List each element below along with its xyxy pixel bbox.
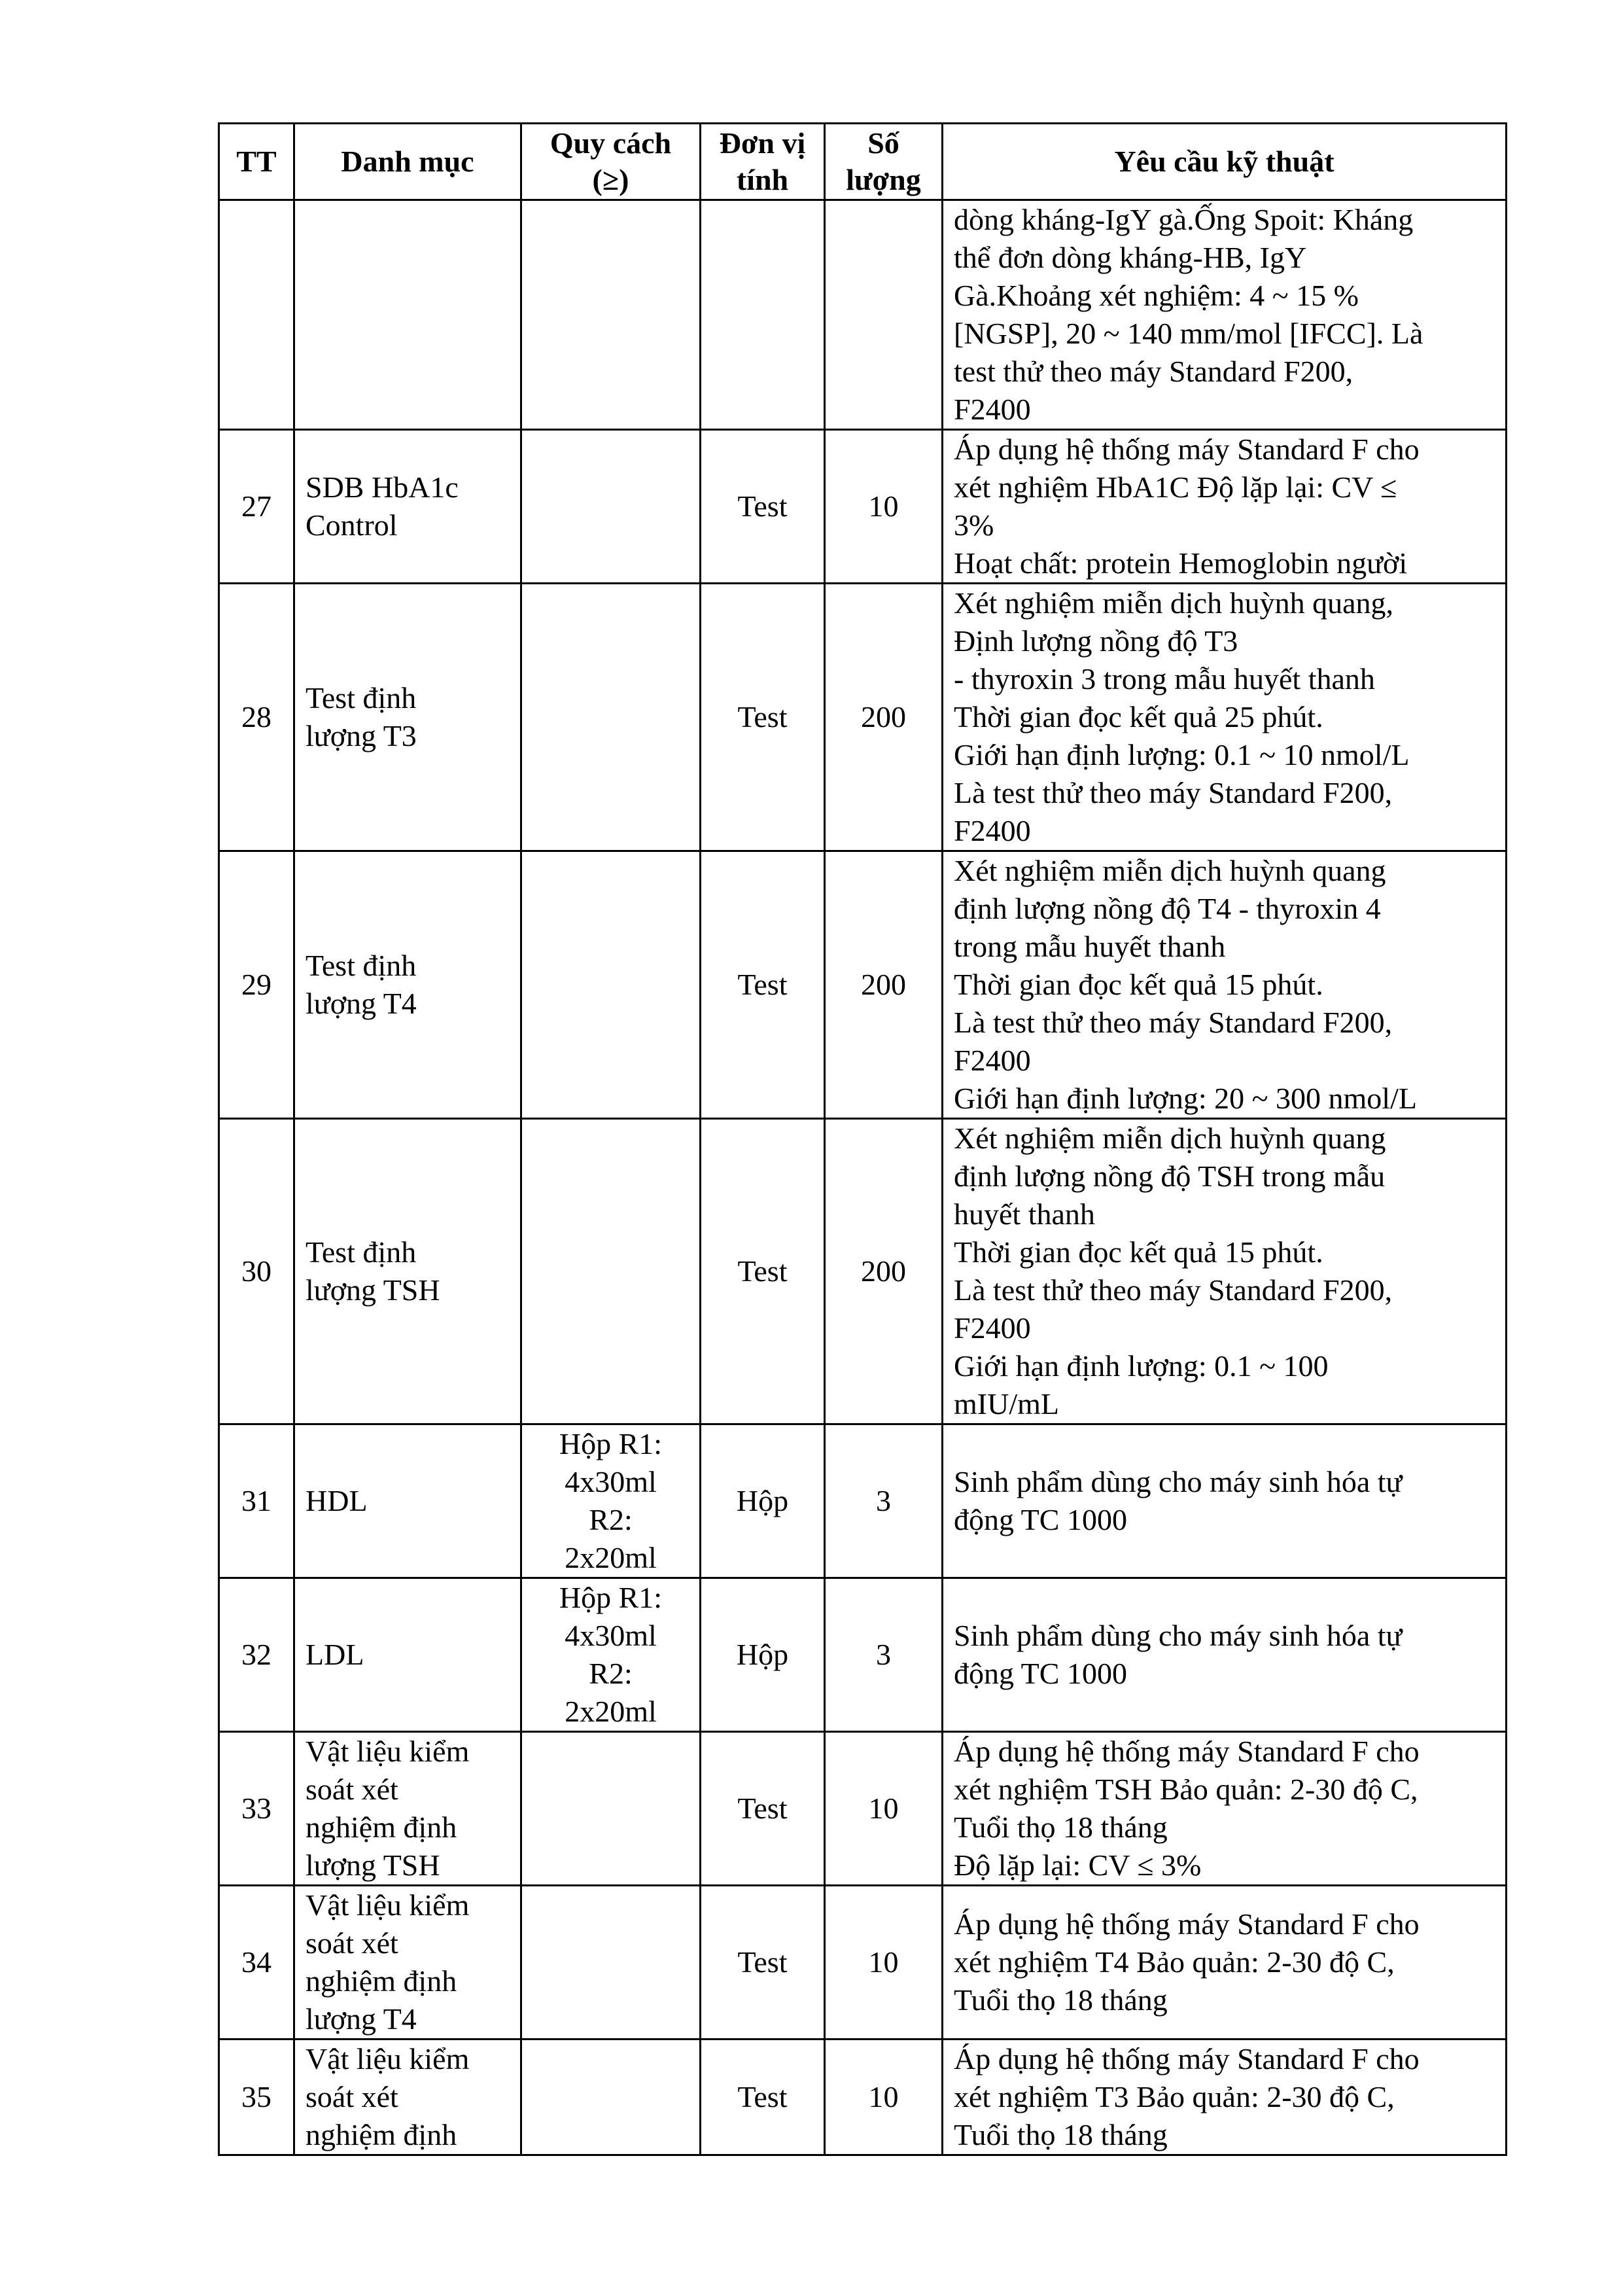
cell-spec: Hộp R1: 4x30ml R2: 2x20ml (521, 1424, 701, 1578)
cell-spec (521, 1119, 701, 1424)
cell-name: Test định lượng T3 (294, 584, 521, 851)
cell-unit: Hộp (701, 1424, 825, 1578)
table-row (219, 1886, 1507, 2040)
cell-name (294, 200, 521, 430)
cell-tt: 34 (219, 1886, 294, 2040)
cell-unit: Test (701, 1886, 825, 2040)
cell-requirements: Áp dụng hệ thống máy Standard F cho xét nghiệm T3 Bảo quản: 2-30 độ C, Tuổi thọ 18 tháng (943, 2040, 1507, 2155)
cell-qty: 10 (825, 430, 943, 584)
cell-spec (521, 430, 701, 584)
cell-unit: Test (701, 1119, 825, 1424)
header-requirements: Yêu cầu kỹ thuật (943, 124, 1507, 200)
table-row (219, 1732, 1507, 1886)
cell-name: Vật liệu kiểm soát xét nghiệm định lượng T4 (294, 1886, 521, 2040)
cell-requirements: Áp dụng hệ thống máy Standard F cho xét nghiệm T4 Bảo quản: 2-30 độ C, Tuổi thọ 18 tháng (943, 1886, 1507, 2040)
header-tt: TT (219, 124, 294, 200)
table-row (219, 851, 1507, 1119)
table-row (219, 584, 1507, 851)
cell-qty: 10 (825, 2040, 943, 2155)
cell-qty: 200 (825, 584, 943, 851)
table-row (219, 1119, 1507, 1424)
cell-spec (521, 1732, 701, 1886)
cell-requirements: Xét nghiệm miễn dịch huỳnh quang, Định lượng nồng độ T3 - thyroxin 3 trong mẫu huyết thanh Thời gian đọc kết quả 25 phút. Giới hạn định lượng: 0.1 ~ 10 nmol/L Là test thử theo máy Standard F200, F2400 (943, 584, 1507, 851)
cell-unit: Test (701, 584, 825, 851)
table-row (219, 1424, 1507, 1578)
cell-name: Vật liệu kiểm soát xét nghiệm định (294, 2040, 521, 2155)
technical-requirements-table (218, 122, 1507, 2156)
cell-unit: Hộp (701, 1578, 825, 1732)
cell-qty: 200 (825, 1119, 943, 1424)
cell-name: HDL (294, 1424, 521, 1578)
table-header-row (219, 124, 1507, 200)
cell-name: LDL (294, 1578, 521, 1732)
cell-requirements: Áp dụng hệ thống máy Standard F cho xét nghiệm TSH Bảo quản: 2-30 độ C, Tuổi thọ 18 tháng Độ lặp lại: CV ≤ 3% (943, 1732, 1507, 1886)
table-row (219, 430, 1507, 584)
cell-unit (701, 200, 825, 430)
cell-tt: 31 (219, 1424, 294, 1578)
cell-spec (521, 1886, 701, 2040)
cell-qty: 10 (825, 1886, 943, 2040)
header-name: Danh mục (294, 124, 521, 200)
header-unit: Đơn vị tính (701, 124, 825, 200)
cell-name: Vật liệu kiểm soát xét nghiệm định lượng TSH (294, 1732, 521, 1886)
cell-name: Test định lượng TSH (294, 1119, 521, 1424)
table-row (219, 200, 1507, 430)
cell-unit: Test (701, 851, 825, 1119)
cell-qty: 10 (825, 1732, 943, 1886)
table-row (219, 2040, 1507, 2155)
cell-spec: Hộp R1: 4x30ml R2: 2x20ml (521, 1578, 701, 1732)
cell-spec (521, 851, 701, 1119)
header-spec: Quy cách (≥) (521, 124, 701, 200)
cell-qty: 3 (825, 1578, 943, 1732)
cell-name: SDB HbA1c Control (294, 430, 521, 584)
cell-qty: 200 (825, 851, 943, 1119)
cell-requirements: Sinh phẩm dùng cho máy sinh hóa tự động TC 1000 (943, 1424, 1507, 1578)
cell-tt: 27 (219, 430, 294, 584)
cell-tt: 35 (219, 2040, 294, 2155)
cell-spec (521, 584, 701, 851)
cell-tt: 32 (219, 1578, 294, 1732)
cell-requirements: dòng kháng-IgY gà.Ống Spoit: Kháng thể đơn dòng kháng-HB, IgY Gà.Khoảng xét nghiệm: 4 ~ 15 % [NGSP], 20 ~ 140 mm/mol [IFCC]. Là test thử theo máy Standard F200, F2400 (943, 200, 1507, 430)
cell-unit: Test (701, 2040, 825, 2155)
cell-tt: 28 (219, 584, 294, 851)
table-row (219, 1578, 1507, 1732)
cell-tt (219, 200, 294, 430)
cell-qty (825, 200, 943, 430)
cell-spec (521, 200, 701, 430)
cell-unit: Test (701, 430, 825, 584)
cell-tt: 30 (219, 1119, 294, 1424)
cell-unit: Test (701, 1732, 825, 1886)
header-qty: Số lượng (825, 124, 943, 200)
cell-requirements: Sinh phẩm dùng cho máy sinh hóa tự động TC 1000 (943, 1578, 1507, 1732)
cell-requirements: Áp dụng hệ thống máy Standard F cho xét nghiệm HbA1C Độ lặp lại: CV ≤ 3% Hoạt chất: protein Hemoglobin người (943, 430, 1507, 584)
cell-tt: 33 (219, 1732, 294, 1886)
cell-requirements: Xét nghiệm miễn dịch huỳnh quang định lượng nồng độ TSH trong mẫu huyết thanh Thời gian đọc kết quả 15 phút. Là test thử theo máy Standard F200, F2400 Giới hạn định lượng: 0.1 ~ 100 mIU/mL (943, 1119, 1507, 1424)
cell-spec (521, 2040, 701, 2155)
cell-requirements: Xét nghiệm miễn dịch huỳnh quang định lượng nồng độ T4 - thyroxin 4 trong mẫu huyết thanh Thời gian đọc kết quả 15 phút. Là test thử theo máy Standard F200, F2400 Giới hạn định lượng: 20 ~ 300 nmol/L (943, 851, 1507, 1119)
cell-name: Test định lượng T4 (294, 851, 521, 1119)
cell-qty: 3 (825, 1424, 943, 1578)
cell-tt: 29 (219, 851, 294, 1119)
